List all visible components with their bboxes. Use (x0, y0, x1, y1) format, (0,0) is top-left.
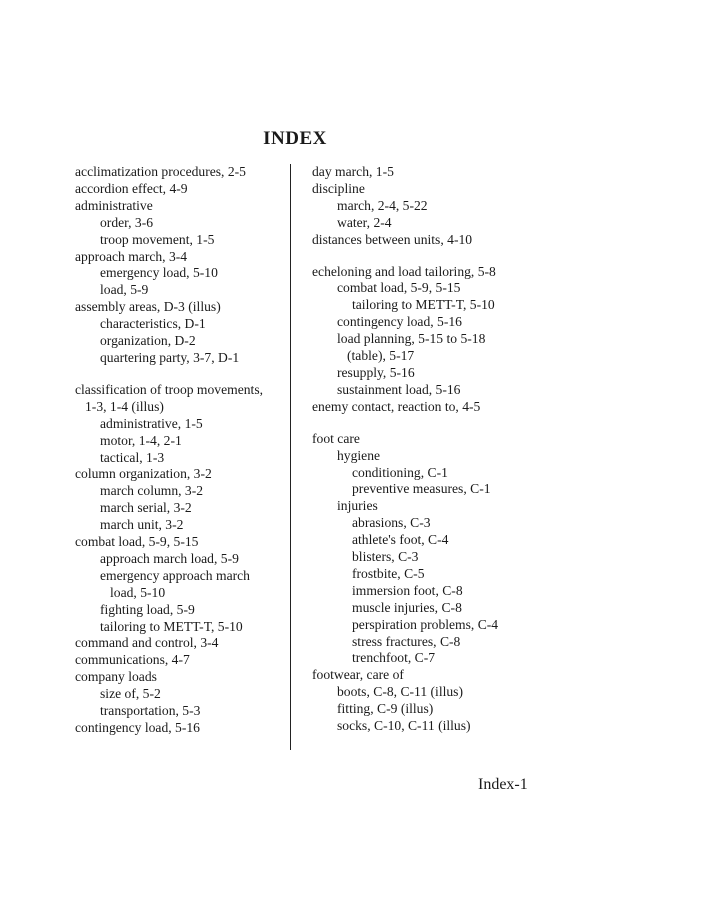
index-subentry: organization, D-2 (100, 333, 196, 349)
index-subsubentry: blisters, C-3 (352, 549, 419, 565)
index-entry: command and control, 3-4 (75, 635, 219, 651)
index-subentry: water, 2-4 (337, 214, 392, 230)
index-entry: footwear, care of (312, 667, 404, 683)
index-subentry: emergency load, 5-10 (100, 265, 218, 281)
index-subentry: quartering party, 3-7, D-1 (100, 349, 240, 365)
index-subentry: socks, C-10, C-11 (illus) (337, 718, 471, 734)
index-subentry: size of, 5-2 (100, 686, 161, 702)
page-title: INDEX (263, 128, 327, 149)
index-subsubentry: trenchfoot, C-7 (352, 650, 436, 666)
index-subentry: resupply, 5-16 (337, 364, 415, 380)
index-subentry: fitting, C-9 (illus) (337, 701, 434, 717)
index-entry: acclimatization procedures, 2-5 (75, 164, 246, 179)
index-subsubentry: preventive measures, C-1 (352, 481, 491, 497)
page-number: Index-1 (478, 776, 528, 793)
index-subentry: hygiene (337, 447, 381, 463)
index-subentry: injuries (337, 498, 378, 514)
index-subsubentry: athlete's foot, C-4 (352, 532, 449, 548)
index-subentry: tactical, 1-3 (100, 449, 165, 465)
index-subentry: administrative, 1-5 (100, 415, 203, 431)
index-subentry: troop movement, 1-5 (100, 231, 215, 247)
index-subentry: motor, 1-4, 2-1 (100, 432, 182, 448)
index-subentry: march serial, 3-2 (100, 500, 192, 516)
index-subsubentry: tailoring to METT-T, 5-10 (352, 297, 495, 313)
index-column-left (75, 164, 290, 737)
index-subentry: contingency load, 5-16 (337, 314, 462, 330)
index-subentry: boots, C-8, C-11 (illus) (337, 684, 463, 700)
index-entry: accordion effect, 4-9 (75, 180, 188, 196)
index-entry: assembly areas, D-3 (illus) (75, 299, 221, 315)
index-entry: day march, 1-5 (312, 164, 394, 179)
index-subsubentry: immersion foot, C-8 (352, 582, 463, 598)
index-subsubentry: stress fractures, C-8 (352, 633, 461, 649)
index-entry: distances between units, 4-10 (312, 231, 473, 247)
index-entry: enemy contact, reaction to, 4-5 (312, 398, 481, 414)
index-subentry-continuation: load, 5-10 (110, 584, 166, 600)
index-subentry: tailoring to METT-T, 5-10 (100, 618, 243, 634)
index-subsubentry: frostbite, C-5 (352, 565, 425, 581)
index-entry: echeloning and load tailoring, 5-8 (312, 263, 496, 279)
index-subentry: order, 3-6 (100, 214, 154, 230)
index-subentry: characteristics, D-1 (100, 316, 206, 332)
index-entry-continuation: 1-3, 1-4 (illus) (85, 398, 164, 414)
index-subentry: transportation, 5-3 (100, 703, 201, 719)
index-entry: foot care (312, 430, 360, 446)
index-entry: combat load, 5-9, 5-15 (75, 534, 199, 550)
index-column-right (312, 164, 542, 735)
index-subentry: load, 5-9 (100, 282, 149, 298)
index-subentry: march column, 3-2 (100, 483, 204, 499)
index-subentry: march, 2-4, 5-22 (337, 197, 428, 213)
index-subsubentry: perspiration problems, C-4 (352, 616, 499, 632)
index-entry: discipline (312, 180, 365, 196)
index-entry: classification of troop movements, (75, 381, 264, 397)
index-entry: column organization, 3-2 (75, 466, 212, 482)
index-subentry: approach march load, 5-9 (100, 550, 239, 566)
index-subentry: emergency approach march (100, 567, 250, 583)
index-entry: company loads (75, 669, 157, 685)
index-subentry: march unit, 3-2 (100, 517, 184, 533)
index-subentry: load planning, 5-15 to 5-18 (337, 331, 486, 347)
index-subentry-continuation: (table), 5-17 (347, 348, 415, 364)
index-subentry: fighting load, 5-9 (100, 601, 195, 617)
index-subentry: combat load, 5-9, 5-15 (337, 280, 461, 296)
index-subsubentry: muscle injuries, C-8 (352, 599, 462, 615)
index-entry: approach march, 3-4 (75, 248, 188, 264)
index-subsubentry: abrasions, C-3 (352, 515, 431, 531)
index-entry: contingency load, 5-16 (75, 720, 200, 735)
index-subentry: sustainment load, 5-16 (337, 381, 461, 397)
index-entry: administrative (75, 197, 153, 213)
column-divider (290, 164, 291, 750)
index-subsubentry: conditioning, C-1 (352, 464, 448, 480)
index-entry: communications, 4-7 (75, 652, 190, 668)
